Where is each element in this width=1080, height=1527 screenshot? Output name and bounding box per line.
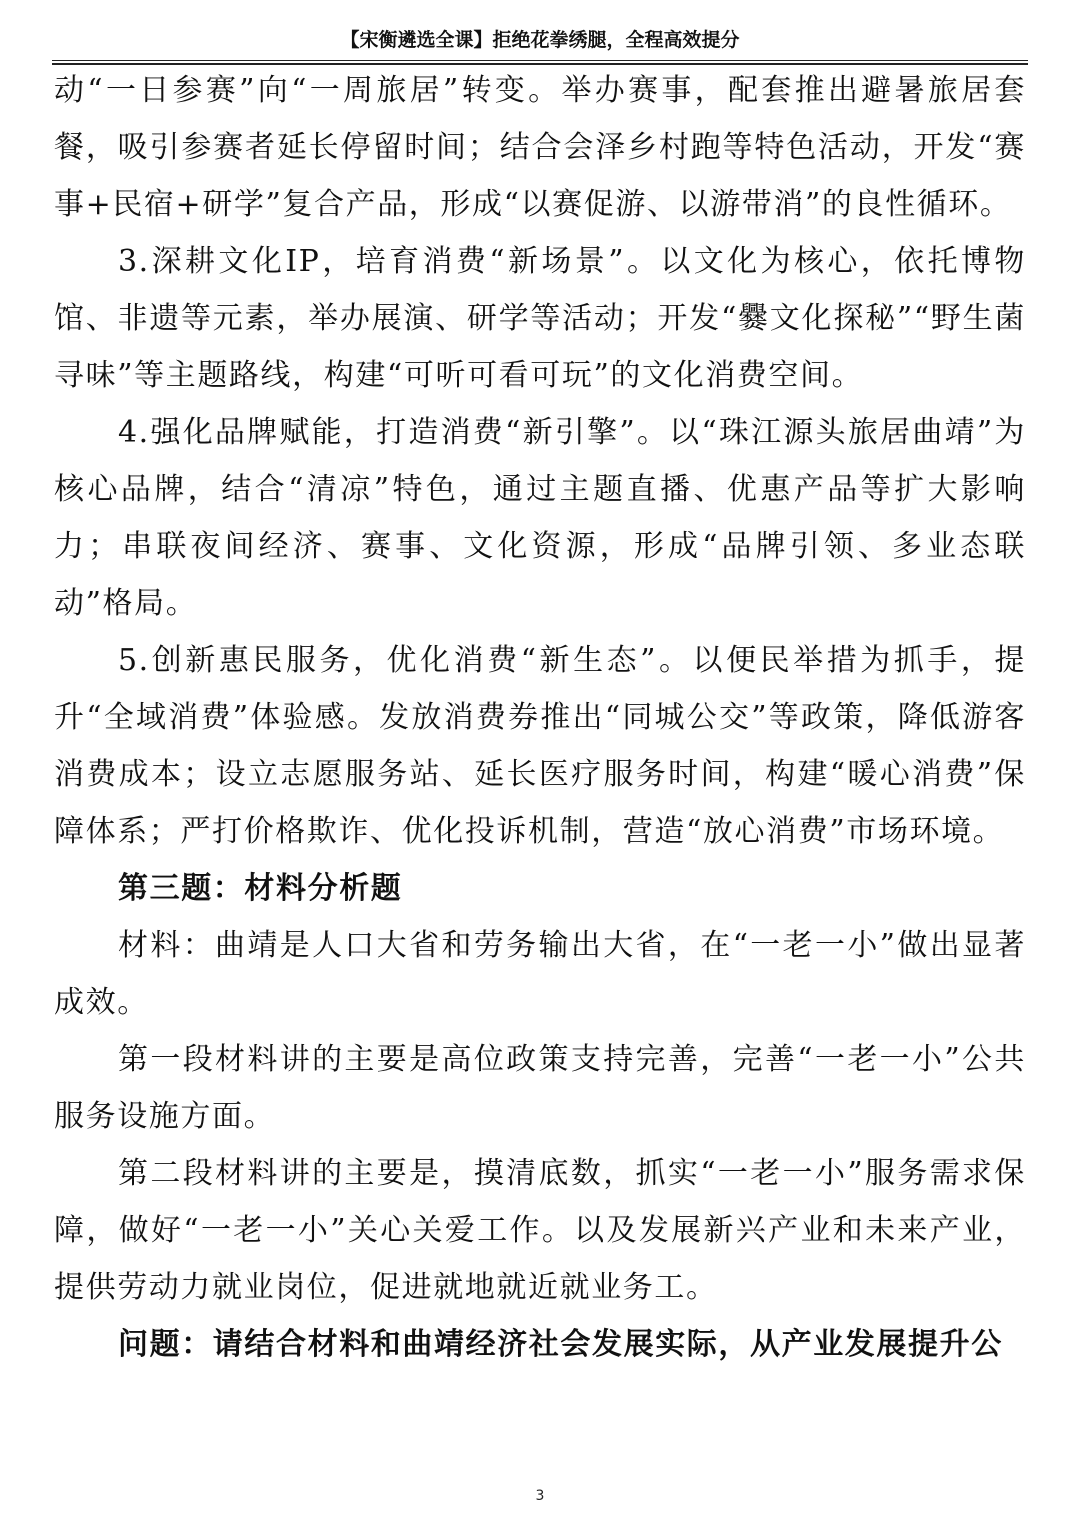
paragraph-first-material: 第一段材料讲的主要是高位政策支持完善，完善“一老一小”公共服务设施方面。 bbox=[54, 1042, 1026, 1134]
paragraph-material: 材料：曲靖是人口大省和劳务输出大省，在“一老一小”做出显著成效。 bbox=[54, 928, 1026, 1020]
paragraph-point-5: 5.创新惠民服务，优化消费“新生态”。以便民举措为抓手，提升“全域消费”体验感。发放消费券推出“同城公交”等政策，降低游客消费成本；设立志愿服务站、延长医疗服务时间，构建“暖心消费”保障体系；严打价格欺诈、优化投诉机制，营造“放心消费”市场环境。 bbox=[54, 643, 1026, 849]
paragraph-point-3: 3.深耕文化IP，培育消费“新场景”。以文化为核心，依托博物馆、非遗等元素，举办展演、研学等活动；开发“爨文化探秘”“野生菌寻味”等主题路线，构建“可听可看可玩”的文化消费空间。 bbox=[54, 244, 1026, 393]
paragraph-question: 问题：请结合材料和曲靖经济社会发展实际，从产业发展提升公 bbox=[118, 1327, 1003, 1362]
document-body bbox=[54, 62, 1026, 1373]
paragraph-continuation: 动“一日参赛”向“一周旅居”转变。举办赛事，配套推出避暑旅居套餐，吸引参赛者延长停留时间；结合会泽乡村跑等特色活动，开发“赛事+民宿+研学”复合产品，形成“以赛促游、以游带消”的良性循环。 bbox=[54, 73, 1026, 222]
section-heading-question-3: 第三题：材料分析题 bbox=[118, 871, 403, 906]
page-header-title: 【宋衡遴选全课】拒绝花拳绣腿，全程高效提分 bbox=[340, 29, 740, 51]
paragraph-point-4: 4.强化品牌赋能，打造消费“新引擎”。以“珠江源头旅居曲靖”为核心品牌，结合“清凉”特色，通过主题直播、优惠产品等扩大影响力；串联夜间经济、赛事、文化资源，形成“品牌引领、多业态联动”格局。 bbox=[54, 415, 1026, 621]
paragraph-second-material: 第二段材料讲的主要是，摸清底数，抓实“一老一小”服务需求保障，做好“一老一小”关心关爱工作。以及发展新兴产业和未来产业，提供劳动力就业岗位，促进就地就近就业务工。 bbox=[54, 1156, 1026, 1305]
page-number: 3 bbox=[535, 1488, 545, 1504]
